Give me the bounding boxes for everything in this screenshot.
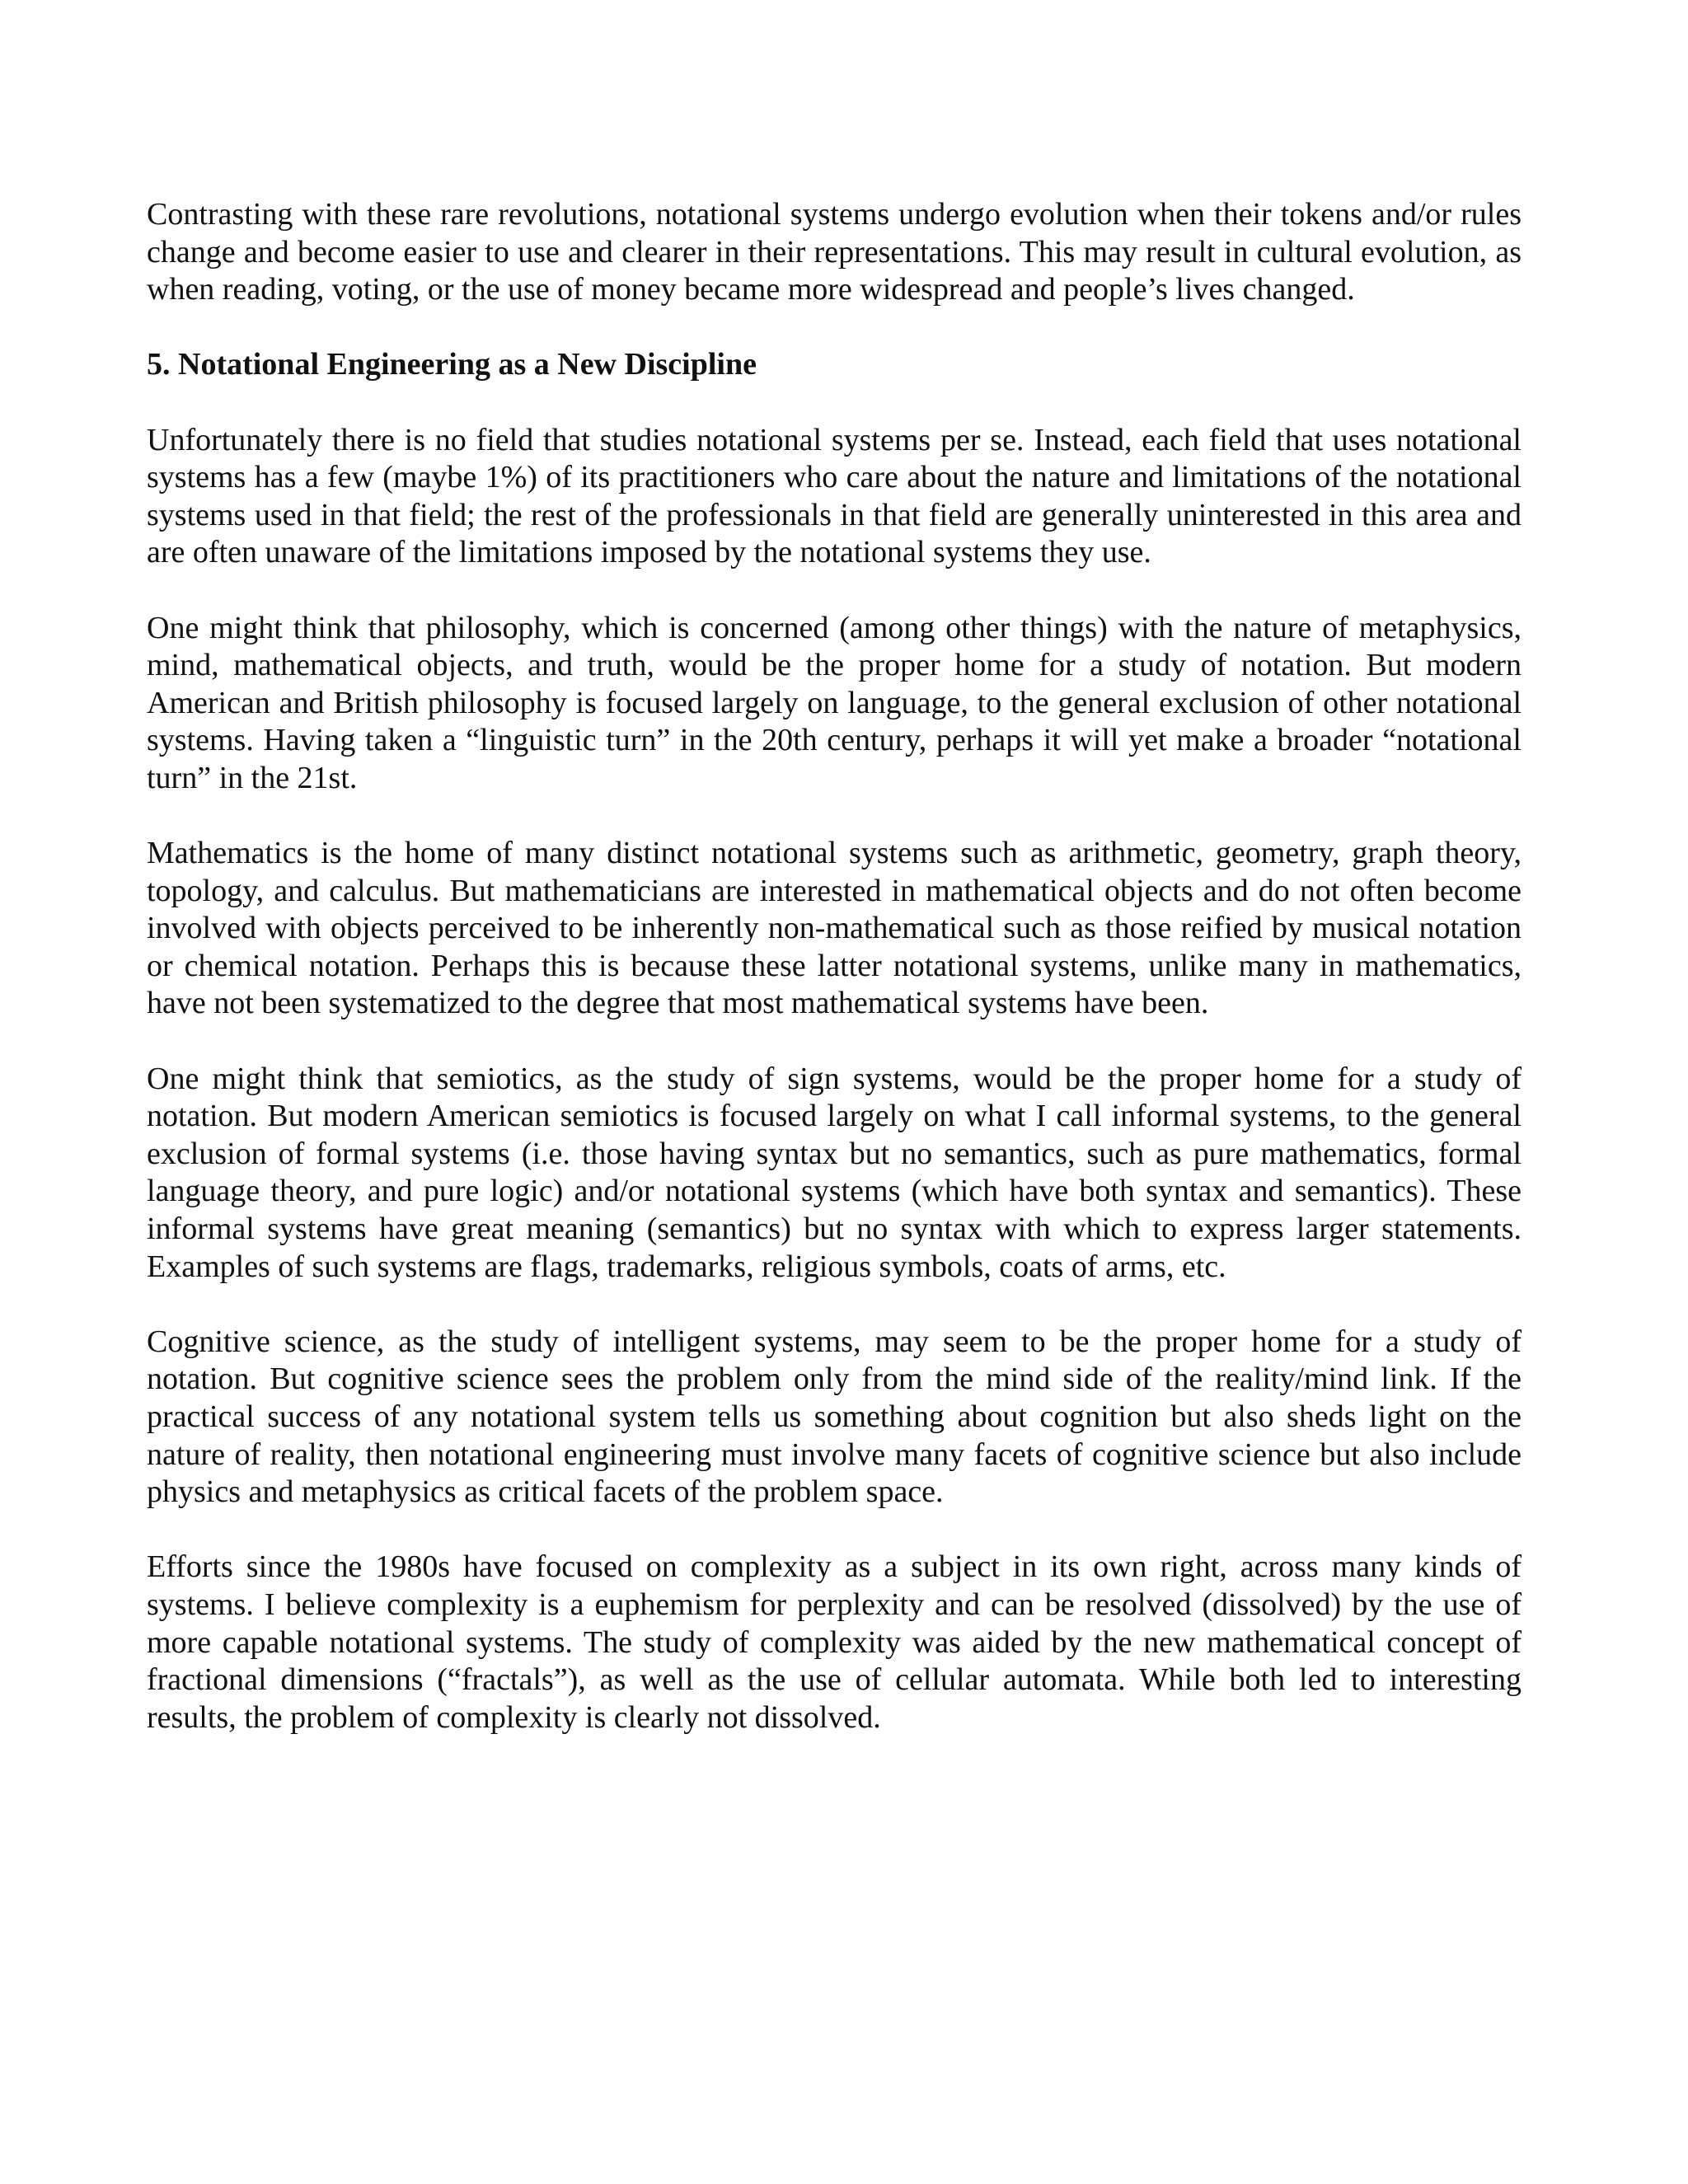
intro-paragraph: Contrasting with these rare revolutions, notational systems undergo evolution when their tokens and/or rules change and become easier to use and clearer in their representations. This may result in cultural evolution, as when reading, voting, or the use of money became more widespread and people’s lives changed. [147,197,1522,307]
paragraph-no-field: Unfortunately there is no field that studies notational systems per se. Instead, each field that uses notational systems has a few (maybe 1%) of its practitioners who care about the nature and limitations of the notational systems used in that field; the rest of the professionals in that field are generally uninterested in this area and are often unaware of the limitations imposed by the notational systems they use. [147,422,1522,570]
document-page [147,196,1522,1774]
paragraph-cognitive-science: Cognitive science, as the study of intelligent systems, may seem to be the proper home for a study of notation. But cognitive science sees the problem only from the mind side of the reality/mind link. If the practical success of any notational system tells us something about cognition but also sheds light on the nature of reality, then notational engineering must involve many facets of cognitive science but also include physics and metaphysics as critical facets of the problem space. [147,1324,1522,1510]
paragraph-philosophy: One might think that philosophy, which is concerned (among other things) with the nature of metaphysics, mind, mathematical objects, and truth, would be the proper home for a study of notation. But modern American and British philosophy is focused largely on language, to the general exclusion of other notational systems. Having taken a “linguistic turn” in the 20th century, perhaps it will yet make a broader “notational turn” in the 21st. [147,610,1522,795]
paragraph-complexity: Efforts since the 1980s have focused on complexity as a subject in its own right, across many kinds of systems. I believe complexity is a euphemism for perplexity and can be resolved (dissolved) by the use of more capable notational systems. The study of complexity was aided by the new mathematical concept of fractional dimensions (“fractals”), as well as the use of cellular automata. While both led to interesting results, the problem of complexity is clearly not dissolved. [147,1549,1522,1735]
paragraph-semiotics: One might think that semiotics, as the study of sign systems, would be the proper home for a study of notation. But modern American semiotics is focused largely on what I call informal systems, to the general exclusion of formal systems (i.e. those having syntax but no semantics, such as pure mathematics, formal language theory, and pure logic) and/or notational systems (which have both syntax and semantics). These informal systems have great meaning (semantics) but no syntax with which to express larger statements. Examples of such systems are flags, trademarks, religious symbols, coats of arms, etc. [147,1061,1522,1284]
paragraph-mathematics: Mathematics is the home of many distinct notational systems such as arithmetic, geometry, graph theory, topology, and calculus. But mathematicians are interested in mathematical objects and do not often become involved with objects perceived to be inherently non-mathematical such as those reified by musical notation or chemical notation. Perhaps this is because these latter notational systems, unlike many in mathematics, have not been systematized to the degree that most mathematical systems have been. [147,836,1522,1021]
section-heading: 5. Notational Engineering as a New Discipline [147,347,757,382]
